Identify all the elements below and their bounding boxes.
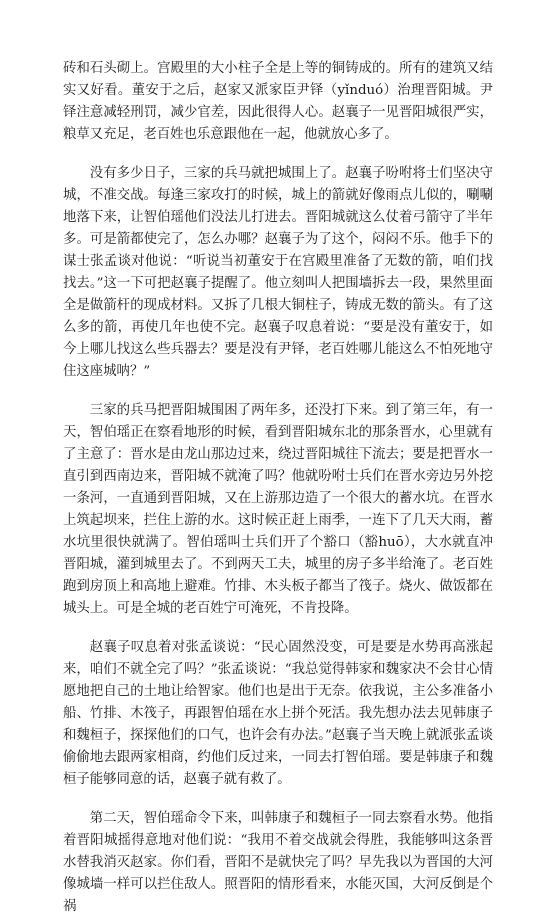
paragraph-1: 砖和石头砌上。宫殿里的大小柱子全是上等的铜铸成的。所有的建筑又结实又好看。董安于之后，赵家又派家臣尹铎（yǐnduó）治理晋阳城。尹铎注意减轻刑罚，减少官差，因此很得人心。赵襄子一见晋阳城很严实，粮草又充足，老百姓也乐意跟他在一起，他就放心多了。 xyxy=(63,61,493,142)
paragraph-3: 三家的兵马把晋阳城围困了两年多，还没打下来。到了第三年，有一天，智伯瑶正在察看地形的时候，看到晋阳城东北的那条晋水，心里就有了主意了：晋水是由龙山那边过来，绕过晋阳城往下流去；要是把晋水一直引到西南边来，晋阳城不就淹了吗？他就吩咐士兵们在晋水旁边另外挖一条河，一直通到晋阳城，又在上游那边造了一个很大的蓄水坑。在晋水上筑起坝来，拦住上游的水。这时候正赶上雨季，一连下了几天大雨，蓄水坑里很快就满了。智伯瑶叫士兵们开了个豁口（豁huō），大水就直冲晋阳城，灌到城里去了。不到两天工夫，城里的房子多半给淹了。老百姓跑到房顶上和高地上避难。竹排、木头板子都当了筏子。烧火、做饭都在城头上。可是全城的老百姓宁可淹死，不肯投降。 xyxy=(63,403,493,616)
paragraph-2: 没有多少日子，三家的兵马就把城围上了。赵襄子吩咐将士们坚决守城，不准交战。每逢三家攻打的时候，城上的箭就好像雨点儿似的，唰唰地落下来，让智伯瑶他们没法儿打进去。晋阳城就这么仗着弓箭守了半年多。可是箭都使完了，怎么办哪？赵襄子为了这个，闷闷不乐。他手下的谋士张孟谈对他说：“听说当初董安于在宫殿里准备了无数的箭，咱们找找去。”这一下可把赵襄子提醒了。他立刻叫人把围墙拆去一段，果然里面全是做箭杆的现成材料。又拆了几根大铜柱子，铸成无数的箭头。有了这么多的箭，再使几年也使不完。赵襄子叹息着说：“要是没有董安于，如今上哪儿找这么些兵器去？要是没有尹铎，老百姓哪儿能这么不怕死地守住这座城呐？” xyxy=(63,166,493,379)
paragraph-4: 赵襄子叹息着对张孟谈说：“民心固然没变，可是要是水势再高涨起来，咱们不就全完了吗？”张孟谈说：“我总觉得韩家和魏家决不会甘心情愿地把自己的土地让给智家。他们也是出于无奈。依我说，主公多准备小船、竹排、木筏子，再跟智伯瑶在水上拼个死活。我先想办法去见韩康子和魏桓子，探探他们的口气，也许会有办法。”赵襄子当天晚上就派张孟谈偷偷地去跟两家相商，约他们反过来，一同去打智伯瑶。要是韩康子和魏桓子能够同意的话，赵襄子就有救了。 xyxy=(63,640,493,787)
paragraph-5: 第二天，智伯瑶命令下来，叫韩康子和魏桓子一同去察看水势。他指着晋阳城摇得意地对他们说：“我用不着交战就会得胜，我能够叫这条晋水替我消灭赵家。你们看，晋阳不是就快完了吗？早先我以为晋国的大河像城墙一样可以拦住敌人。照晋阳的情形看来，水能灭国，大河反倒是个祸 xyxy=(63,811,493,914)
document-page xyxy=(63,58,493,918)
